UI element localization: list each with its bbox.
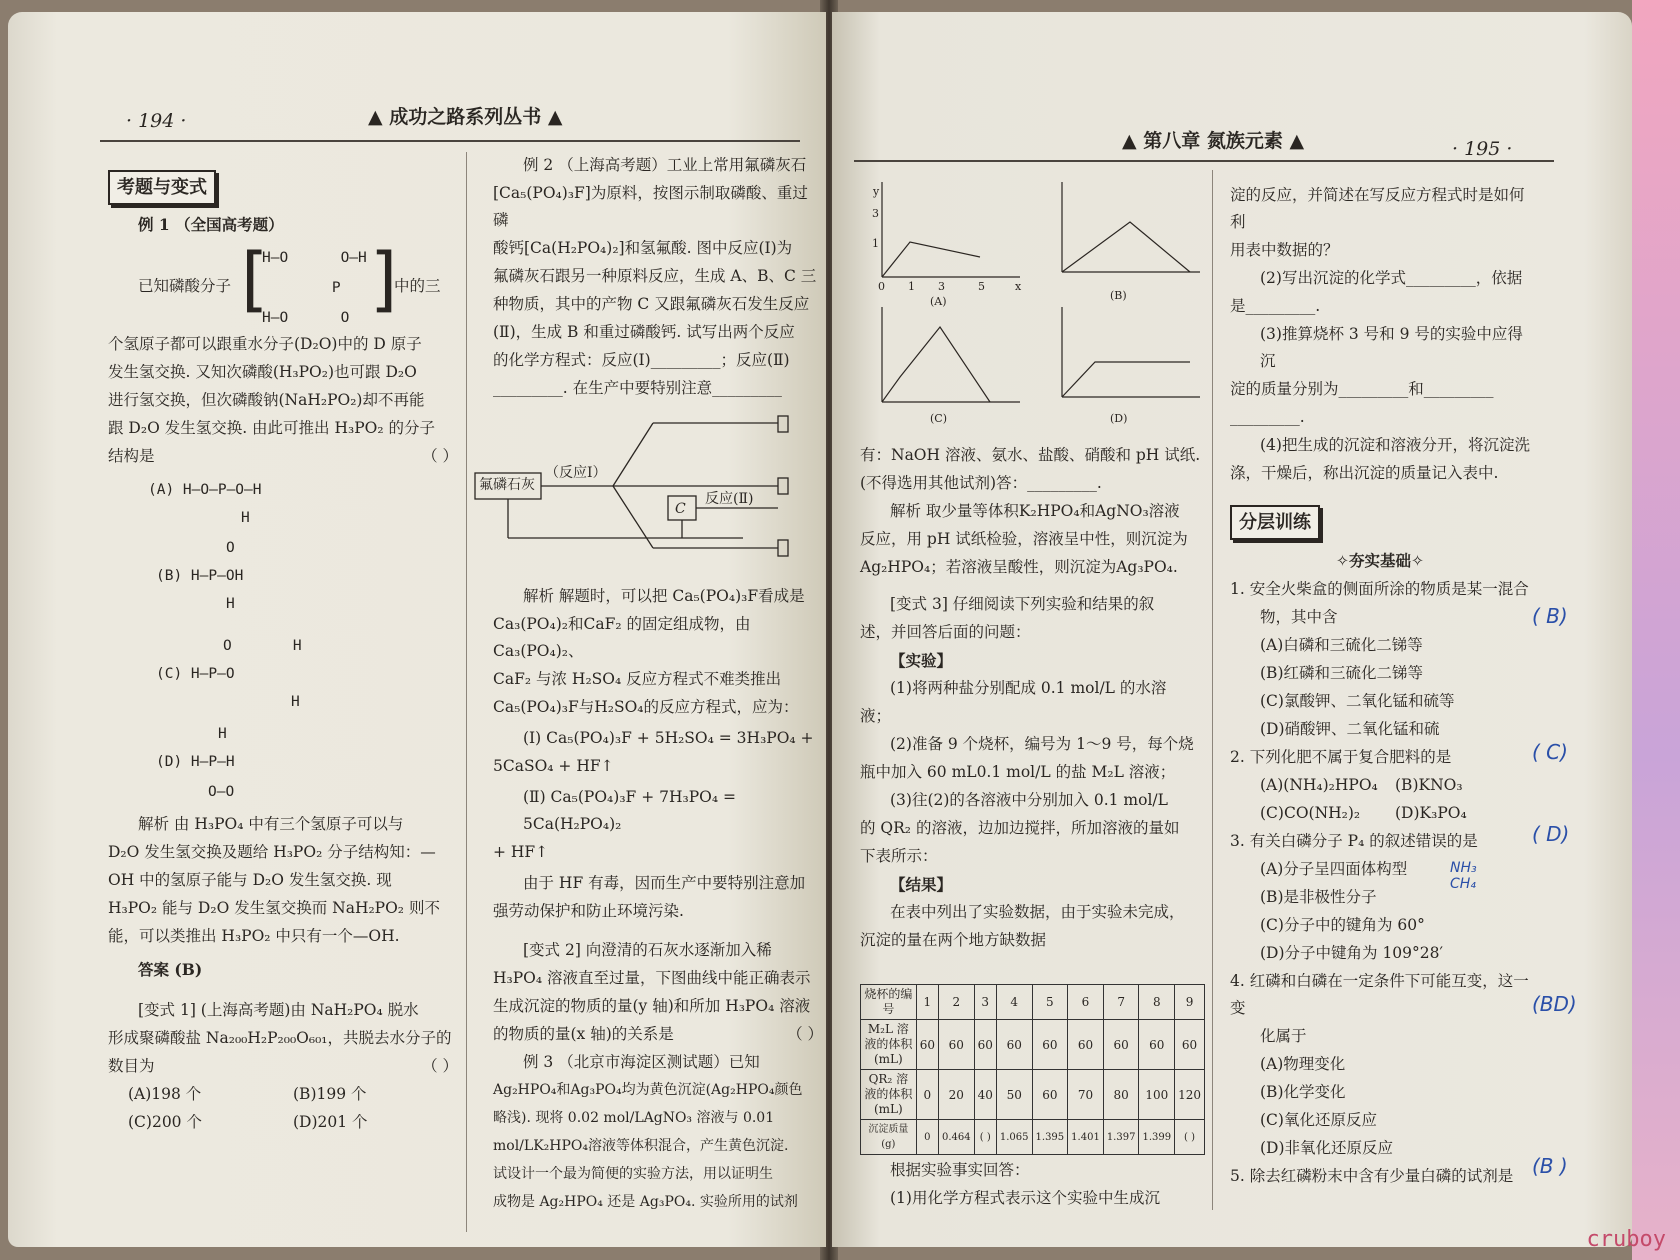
page-number: · 195 · (1452, 138, 1513, 160)
example-3: 例 3 （北京市海淀区测试题）已知 (523, 1053, 760, 1071)
question-4: 4. 红磷和白磷在一定条件下可能互变，这一变 (1230, 972, 1529, 1017)
header-rule (100, 140, 800, 142)
table-row: M₂L 溶液的体积(mL) 60 60 60 60 60 60 60 60 60 (861, 1020, 1205, 1070)
handwritten-note: NH₃ CH₄ (1450, 860, 1477, 892)
phosphoric-acid-structure: 已知磷酸分子 [ H—O O—H P H—O O ] 中的三 (138, 238, 441, 326)
question-2: 2. 下列化肥不属于复合肥料的是 (1230, 748, 1452, 766)
svg-text:3: 3 (938, 280, 945, 293)
right-page: ▲ 第八章 氮族元素 ▲ · 195 · y x 3 1 0 1 3 5 (A) (B) (C) (D) 有：NaOH 溶液、氨水、盐酸、硝酸和 pH 试纸. (不得选用其他试剂)答：_________. 解析 取少量等体积K₂HPO₄和AgNO₃溶液 反应，用 pH 试纸检验，溶液呈中性，则沉淀为 Ag₂HPO₄；若溶液呈酸性，则沉淀为Ag₃PO₄. [变式 3] 仔细阅读下列实验和结果的叙 述，并回答后面的问题： 【实验】 (1)将两种盐分别配成 0.1 mol/L 的水溶 液； (2)准备 9 个烧杯，编号为 1～9 号，每个烧 瓶中加入 60 mL0.1 mol/L 的盐 M₂L 溶液； (3)往(2)的各溶液中分别加入 0.1 mol/L 的 QR₂ 的溶液，边加边搅拌，所加溶液的量如 下表所示： 【结果】 在表中列出了实验数据，由于实验未完成， 沉淀的量在两个地方缺数据 烧杯的编号 1 2 3 4 5 6 7 8 9 M₂L 溶液的体积(mL) 60 60 60 60 60 60 60 60 60 QR₂ 溶液的体积(mL) 0 20 40 50 60 70 80 100 120 沉淀质量(g) 0 0.464 ( ) 1.065 1.395 1.401 1.397 1.399 ( ) 根据实验事实回答： (1)用化学方程式表示这个实验中生成沉 淀的反应，并简述在写反应方程式时是如何利 用表中数据的？ (2)写出沉淀的化学式_________，依据 是_________. (3)推算烧杯 3 号和 9 号的实验中应得沉 淀的质量分别为_________和_________ _________. (4)把生成的沉淀和溶液分开，将沉淀洗 涤，干燥后，称出沉淀的质量记入表中. 分层训练 ✧夯实基础✧ 1. 安全火柴盒的侧面所涂的物质是某一混合 物，其中含 (A)白磷和三硫化二锑等 (B)红磷和三硫化二锑等 (C)氯酸钾、二氧化锰和硫等 (D)硝酸钾、二氧化锰和硫 2. 下列化肥不属于复合肥料的是 (A)(NH₄)₂HPO₄ (B)KNO₃ (C)CO(NH₂)₂ (D)K₃PO₄ 3. 有关白磷分子 P₄ 的叙述错误的是 (A)分子呈四面体构型 (B)是非极性分子 (C)分子中的键角为 60° (D)分子中键角为 109°28′ 4. 红磷和白磷在一定条件下可能互变，这一变 化属于 (A)物理变化 (B)化学变化 (C)氧化还原反应 (D)非氧化还原反应 5. 除去红磷粉末中含有少量白磷的试剂是 ( B) ( C) ( D) NH₃ CH₄ (BD) (B ) (832, 12, 1632, 1247)
left-page (8, 12, 826, 1247)
analysis-3: 解析 取少量等体积K₂HPO₄和AgNO₃溶液 (890, 502, 1180, 520)
experiment-table: 烧杯的编号 1 2 3 4 5 6 7 8 9 M₂L 溶液的体积(mL) 60 60 60 60 60 60 60 60 60 QR₂ 溶液的体积(mL) 0 20 40 50 60 70 80 100 120 沉淀质量(g) 0 0.464 ( ) 1.065 1.395 1.401 1.397 1.399 ( ) (860, 984, 1205, 1155)
svg-text:1: 1 (872, 237, 879, 250)
flow-c: C (675, 501, 686, 517)
handwritten-answer-2: ( C) (1532, 740, 1568, 764)
svg-text:0: 0 (878, 280, 885, 293)
svg-text:1: 1 (908, 280, 915, 293)
header-rule (854, 160, 1554, 162)
option-d: (D) H—P—H (156, 754, 235, 770)
right-column-2: 淀的反应，并简述在写反应方程式时是如何利 用表中数据的？ (2)写出沉淀的化学式_________，依据 是_________. (3)推算烧杯 3 号和 9 号的实验中应得沉 淀的质量分别为_________和_________ _________. (4)把生成的沉淀和溶液分开，将沉淀洗 涤，干燥后，称出沉淀的质量记入表中. 分层训练 ✧夯实基础✧ 1. 安全火柴盒的侧面所涂的物质是某一混合 物，其中含 (A)白磷和三硫化二锑等 (B)红磷和三硫化二锑等 (C)氯酸钾、二氧化锰和硫等 (D)硝酸钾、二氧化锰和硫 2. 下列化肥不属于复合肥料的是 (A)(NH₄)₂HPO₄ (B)KNO₃ (C)CO(NH₂)₂ (D)K₃PO₄ 3. 有关白磷分子 P₄ 的叙述错误的是 (A)分子呈四面体构型 (B)是非极性分子 (C)分子中的键角为 60° (D)分子中键角为 109°28′ 4. 红磷和白磷在一定条件下可能互变，这一变 化属于 (A)物理变化 (B)化学变化 (C)氧化还原反应 (D)非氧化还原反应 5. 除去红磷粉末中含有少量白磷的试剂是 (1230, 182, 1530, 1191)
handwritten-answer-4: (BD) (1532, 992, 1577, 1016)
left-column-1: 考题与变式 例 1 （全国高考题） 已知磷酸分子 [ H—O O—H P H—O O ] 中的三 个氢原子都可以跟重水分子(D₂O)中的 D 原子 发生氢交换. 又知次磷酸(H₃PO₂)也可跟 D₂O 进行氢交换，但次磷酸钠(NaH₂PO₂)却不再能 跟 D₂O 发生氢交换. 由此可推出 H₃PO₂ 的分子 结构是 （ ） (A) H—O—P—O—H H O (B) H—P—OH H O H (C) H—P—O H H (D) H—P—H O—O 解析 由 H₃PO₄ 中有三个氢原子可以与 D₂O 发生氢交换及题给 H₃PO₂ 分子结构知：— OH 中的氢原子能与 D₂O 发生氢交换. 现 H₃PO₂ 能与 D₂O 发生氢交换而 NaH₂PO₂ 则不 能，可以类推出 H₃PO₂ 中只有一个—OH. 答案 (B) [变式 1] (上海高考题)由 NaH₂PO₄ 脱水 形成聚磷酸盐 Na₂₀₀H₂P₂₀₀O₆₀₁，共脱去水分子的 数目为 （ ） (A)198 个 (B)199 个 (C)200 个 (D)201 个 (108, 170, 458, 1137)
answer-paren: （ ） (422, 447, 458, 465)
svg-text:3: 3 (872, 207, 879, 220)
flow-reaction-1: （反应Ⅰ） (545, 465, 607, 481)
question-3: 3. 有关白磷分子 P₄ 的叙述错误的是 (1230, 832, 1478, 850)
section-title: 考题与变式 (108, 170, 216, 205)
variant-2: [变式 2] 向澄清的石灰水逐渐加入稀 (523, 941, 772, 959)
table-row: 沉淀质量(g) 0 0.464 ( ) 1.065 1.395 1.401 1.397 1.399 ( ) (861, 1120, 1205, 1155)
example-2: 例 2 （上海高考题）工业上常用氟磷灰石 (523, 156, 807, 174)
variant-1: [变式 1] (上海高考题)由 NaH₂PO₄ 脱水 (138, 1001, 419, 1019)
option-b: (B) H—P—OH (156, 568, 244, 584)
equation-2: (Ⅱ) Ca₅(PO₄)₃F + 7H₃PO₄ = 5Ca(H₂PO₄)₂ (523, 788, 736, 833)
handwritten-answer-3: ( D) (1532, 822, 1570, 846)
analysis-2: 解析 解题时，可以把 Ca₅(PO₄)₃F看成是 (523, 587, 805, 605)
flow-start: 氟磷石灰 (479, 477, 535, 493)
svg-text:(A): (A) (930, 295, 947, 308)
question-1: 1. 安全火柴盒的侧面所涂的物质是某一混合 (1230, 580, 1529, 598)
example-1-title: 例 1 （全国高考题） (138, 215, 284, 234)
answer-1: 答案 (B) (138, 960, 203, 979)
column-rule (466, 152, 467, 1232)
page-number: · 194 · (126, 110, 187, 132)
section-title-2: 分层训练 (1230, 505, 1320, 540)
process-flow-diagram (479, 408, 823, 583)
table-row: QR₂ 溶液的体积(mL) 0 20 40 50 60 70 80 100 120 (861, 1070, 1205, 1120)
left-column-2: 例 2 （上海高考题）工业上常用氟磷灰石 [Ca₅(PO₄)₃F]为原料，按图示制取磷酸、重过磷 酸钙[Ca(H₂PO₄)₂]和氢氟酸. 图中反应(Ⅰ)为 氟磷灰石跟另一种原料反应，生成 A、B、C 三 种物质，其中的产物 C 又跟氟磷灰石发生反应 (Ⅱ)，生成 B 和重过磷酸钙. 试写出两个反应 的化学方程式：反应(Ⅰ)_________；反应(Ⅱ) _________. 在生产中要特别注意_________ 氟磷石灰 （反应Ⅰ） C 反应(Ⅱ) 解析 解题时，可以把 Ca₅(PO₄)₃F看成是 Ca₃(PO₄)₂和CaF₂ 的固定组成物，由 Ca₃(PO₄)₂、 CaF₂ 与浓 H₂SO₄ 反应方程式不难类推出 Ca₅(PO₄)₃F与H₂SO₄的反应方程式，应为： (Ⅰ) Ca₅(PO₄)₃F + 5H₂SO₄ = 3H₃PO₄ + 5CaSO₄ + HF↑ (Ⅱ) Ca₅(PO₄)₃F + 7H₃PO₄ = 5Ca(H₂PO₄)₂ + HF↑ 由于 HF 有毒，因而生产中要特别注意加 强劳动保护和防止环境污染. [变式 2] 向澄清的石灰水逐渐加入稀 H₃PO₄ 溶液直至过量，下图曲线中能正确表示 生成沉淀的物质的量(y 轴)和所加 H₃PO₄ 溶液 的物质的量(x 轴)的关系是 （ ） 例 3 （北京市海淀区测试题）已知 Ag₂HPO₄和Ag₃PO₄均为黄色沉淀(Ag₂HPO₄颜色 略浅). 现将 0.02 mol/LAgNO₃ 溶液与 0.01 mol/LK₂HPO₄溶液等体积混合，产生黄色沉淀. 试设计一个最为简便的实验方法，用以证明生 成物是 Ag₂HPO₄ 还是 Ag₃PO₄. 实验所用的试剂 (493, 152, 823, 1217)
svg-text:(C): (C) (930, 412, 947, 425)
column-rule (1212, 170, 1213, 1210)
svg-text:y: y (873, 185, 880, 198)
svg-text:5: 5 (978, 280, 985, 293)
handwritten-answer-1: ( B) (1532, 604, 1568, 628)
running-head: ▲ 成功之路系列丛书 ▲ (368, 106, 563, 128)
svg-text:x: x (1015, 280, 1022, 293)
running-head: ▲ 第八章 氮族元素 ▲ (1122, 130, 1305, 152)
background-cloth (1632, 0, 1680, 1260)
graphs-abcd (870, 177, 1210, 427)
handwritten-answer-5: (B ) (1532, 1154, 1568, 1178)
watermark: cruboy (1586, 1227, 1666, 1252)
variant-3: [变式 3] 仔细阅读下列实验和结果的叙 (890, 595, 1155, 613)
question-5: 5. 除去红磷粉末中含有少量白磷的试剂是 (1230, 1167, 1514, 1185)
svg-text:(D): (D) (1110, 412, 1128, 425)
option-a: (A) H—O—P—O—H (148, 482, 262, 498)
right-column-1: 有：NaOH 溶液、氨水、盐酸、硝酸和 pH 试纸. (不得选用其他试剂)答：_________. 解析 取少量等体积K₂HPO₄和AgNO₃溶液 反应，用 pH 试纸检验，溶液呈中性，则沉淀为 Ag₂HPO₄；若溶液呈酸性，则沉淀为Ag₃PO₄. [变式 3] 仔细阅读下列实验和结果的叙 述，并回答后面的问题： 【实验】 (1)将两种盐分别配成 0.1 mol/L 的水溶 液； (2)准备 9 个烧杯，编号为 1～9 号，每个烧 瓶中加入 60 mL0.1 mol/L 的盐 M₂L 溶液； (3)往(2)的各溶液中分别加入 0.1 mol/L 的 QR₂ 的溶液，边加边搅拌，所加溶液的量如 下表所示： 【结果】 在表中列出了实验数据，由于实验未完成， 沉淀的量在两个地方缺数据 (860, 442, 1205, 955)
option-c: (C) H—P—O (156, 666, 235, 682)
flow-reaction-2: 反应(Ⅱ) (705, 491, 754, 507)
options-structures: (A) H—O—P—O—H H O (B) H—P—OH H O H (C) H—P—O H H (D) H—P—H O—O (108, 471, 458, 811)
sub-title: ✧夯实基础✧ (1336, 552, 1424, 570)
analysis-1: 解析 由 H₃PO₄ 中有三个氢原子可以与 (138, 815, 404, 833)
svg-text:(B): (B) (1110, 289, 1127, 302)
equation-1: (Ⅰ) Ca₅(PO₄)₃F + 5H₂SO₄ = 3H₃PO₄ + (523, 729, 814, 747)
